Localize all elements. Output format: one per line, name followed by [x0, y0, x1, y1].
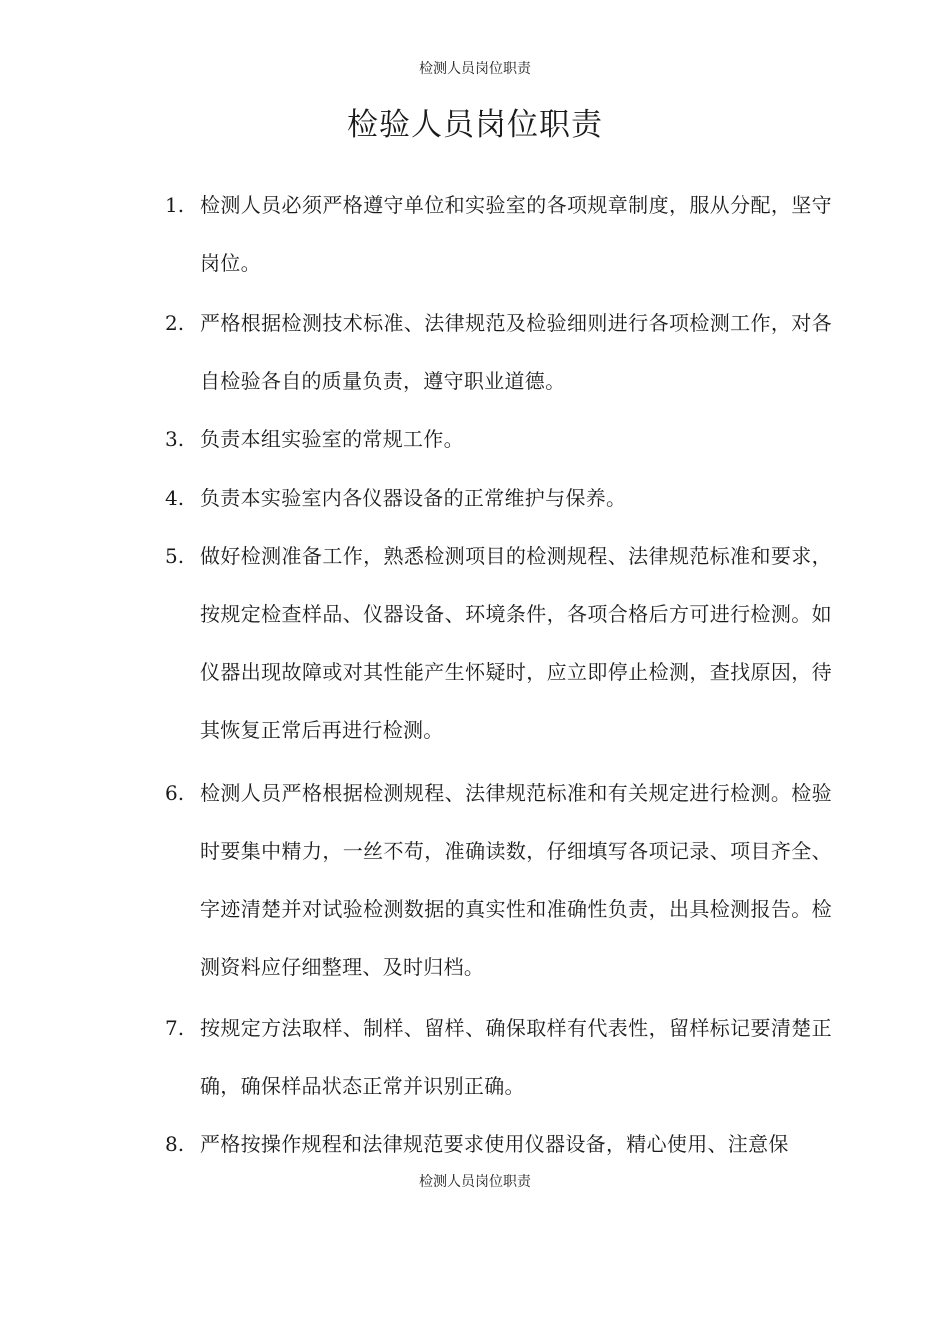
list-item-8 [165, 1115, 845, 1173]
item-number: 2. [165, 311, 185, 335]
item-text: 负责本组实验室的常规工作。 [200, 427, 464, 451]
item-text: 按规定方法取样、制样、留样、确保取样有代表性，留样标记要清楚正确，确保样品状态正常并识别正确。 [200, 1016, 832, 1098]
item-text: 严格按操作规程和法律规范要求使用仪器设备，精心使用、注意保 [200, 1132, 789, 1156]
list-item-1 [165, 176, 845, 292]
item-text: 负责本实验室内各仪器设备的正常维护与保养。 [200, 486, 627, 510]
item-text: 做好检测准备工作，熟悉检测项目的检测规程、法律规范标准和要求，按规定检查样品、仪器设备、环境条件，各项合格后方可进行检测。如仪器出现故障或对其性能产生怀疑时，应立即停止检测，查找原因，待其恢复正常后再进行检测。 [200, 544, 832, 742]
item-text: 检测人员严格根据检测规程、法律规范标准和有关规定进行检测。检验时要集中精力，一丝不苟，准确读数，仔细填写各项记录、项目齐全、字迹清楚并对试验检测数据的真实性和准确性负责，出具检测报告。检测资料应仔细整理、及时归档。 [200, 781, 832, 979]
list-item-4 [165, 469, 845, 527]
item-number: 1. [165, 193, 185, 217]
item-number: 7. [165, 1016, 185, 1040]
list-item-6 [165, 764, 845, 996]
item-number: 4. [165, 486, 185, 510]
item-number: 3. [165, 427, 185, 451]
list-item-2 [165, 294, 845, 410]
page-header: 检测人员岗位职责 [419, 61, 531, 77]
item-number: 5. [165, 544, 185, 568]
list-item-3 [165, 410, 845, 468]
item-number: 8. [165, 1132, 185, 1156]
item-text: 严格根据检测技术标准、法律规范及检验细则进行各项检测工作，对各自检验各自的质量负责，遵守职业道德。 [200, 311, 832, 393]
item-number: 6. [165, 781, 185, 805]
item-text: 检测人员必须严格遵守单位和实验室的各项规章制度，服从分配，坚守岗位。 [200, 193, 832, 275]
document-title: 检验人员岗位职责 [347, 107, 603, 143]
page-footer: 检测人员岗位职责 [419, 1174, 531, 1190]
list-item-5 [165, 527, 845, 759]
list-item-7 [165, 999, 845, 1115]
